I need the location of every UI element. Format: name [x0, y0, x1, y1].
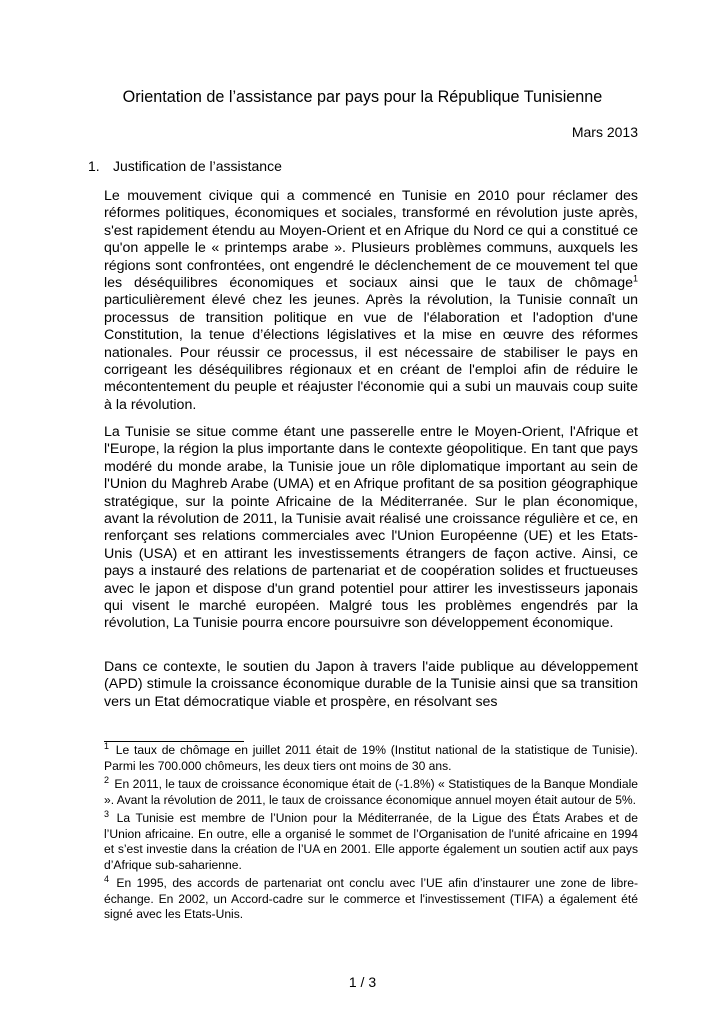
paragraph-1-text-b: particulièrement élevé chez les jeunes. Après la révolution, la Tunisie connaît un processus de transition politique en vue de l'élaboration et l'adoption d'une Constitution, la tenue d’élections législatives et la mise en œuvre des réformes nationales. Pour réussir ce processus, il est nécessaire de stabiliser le pays en corrigeant les déséquilibres régionaux et en créant de l'emploi afin de réduire le mécontentement du peuple et réajuster l'économie qui a subi un mauvais coup suite à la révolution.: [104, 292, 638, 413]
footnote-number: 2: [104, 774, 110, 785]
footnote-text: Le taux de chômage en juillet 2011 était de 19% (Institut national de la statistique de Tunisie). Parmi les 700.000 chômeurs, les deux tiers ont moins de 30 ans.: [104, 743, 638, 773]
footnote-3: [104, 808, 638, 873]
footnotes-section: [104, 740, 638, 926]
footnote-text: La Tunisie est membre de l’Union pour la Méditerranée, de la Ligue des États Arabes et de l’Union africaine. En outre, elle a organisé le sommet de l’Organisation de l'unité africaine en 1994 et s’est investie dans la création de l’UA en 2001. Elle apporte également un soutien actif aux pays d’Afrique sub-saharienne.: [104, 811, 638, 872]
section-heading: [88, 157, 282, 175]
footnote-text: En 1995, des accords de partenariat ont conclu avec l’UE afin d’instaurer une zone de libre-échange. En 2002, un Accord-cadre sur le commerce et l'investissement (TIFA) a également été signé avec les Etats-Unis.: [104, 876, 638, 921]
page-number: 1 / 3: [348, 974, 377, 990]
section-number: 1.: [88, 158, 100, 174]
paragraph-3: Dans ce contexte, le soutien du Japon à travers l'aide publique au développement (APD) stimule la croissance économique durable de la Tunisie ainsi que sa transition vers un Etat démocratique viable et prospère, en résolvant ses: [104, 659, 638, 710]
document-date: Mars 2013: [571, 124, 638, 140]
document-title: Orientation de l’assistance par pays pour la République Tunisienne: [122, 88, 603, 106]
footnote-2: [104, 774, 638, 808]
footnote-number: 1: [104, 740, 110, 751]
paragraph-1: [104, 188, 638, 414]
footnote-number: 3: [104, 808, 110, 819]
paragraph-2: La Tunisie se situe comme étant une passerelle entre le Moyen-Orient, l'Afrique et l'Europe, la région la plus importante dans le contexte géopolitique. En tant que pays modéré du monde arabe, la Tunisie joue un rôle diplomatique important au sein de l'Union du Maghreb Arabe (UMA) et en Afrique profitant de sa position géographique stratégique, sur la pointe Africaine de la Méditerranée. Sur le plan économique, avant la révolution de 2011, la Tunisie avait réalisé une croissance régulière et ce, en renforçant ses relations commerciales avec l'Union Européenne (UE) et les Etats-Unis (USA) et en attirant les investissements étrangers de façon active. Ainsi, ce pays a instauré des relations de partenariat et de coopération solides et fructueuses avec le japon et dispose d'un grand potentiel pour attirer les investisseurs japonais qui visent le marché européen. Malgré tous les problèmes engendrés par la révolution, La Tunisie pourra encore poursuivre son développement économique.: [104, 424, 638, 632]
footnote-separator: [104, 741, 244, 742]
footnote-4: [104, 873, 638, 923]
footnote-number: 4: [104, 873, 110, 884]
footnote-reference-1[interactable]: 1: [632, 273, 638, 284]
section-title: Justification de l’assistance: [113, 158, 282, 174]
footnote-1: [104, 740, 638, 774]
footnote-text: En 2011, le taux de croissance économique était de (-1.8%) « Statistiques de la Banque Mondiale ». Avant la révolution de 2011, le taux de croissance économique annuel moyen était autour de 5%.: [104, 777, 638, 807]
paragraph-1-text-a: Le mouvement civique qui a commencé en Tunisie en 2010 pour réclamer des réformes politiques, économiques et sociales, transformé en révolution juste après, s'est rapidement étendu au Moyen-Orient et en Afrique du Nord ce qui a constitué ce qu'on appelle le « printemps arabe ». Plusieurs problèmes communs, auxquels les régions sont confrontées, ont engendré le déclenchement de ce mouvement tel que les déséquilibres économiques et sociaux ainsi que le taux de chômage: [104, 188, 638, 292]
